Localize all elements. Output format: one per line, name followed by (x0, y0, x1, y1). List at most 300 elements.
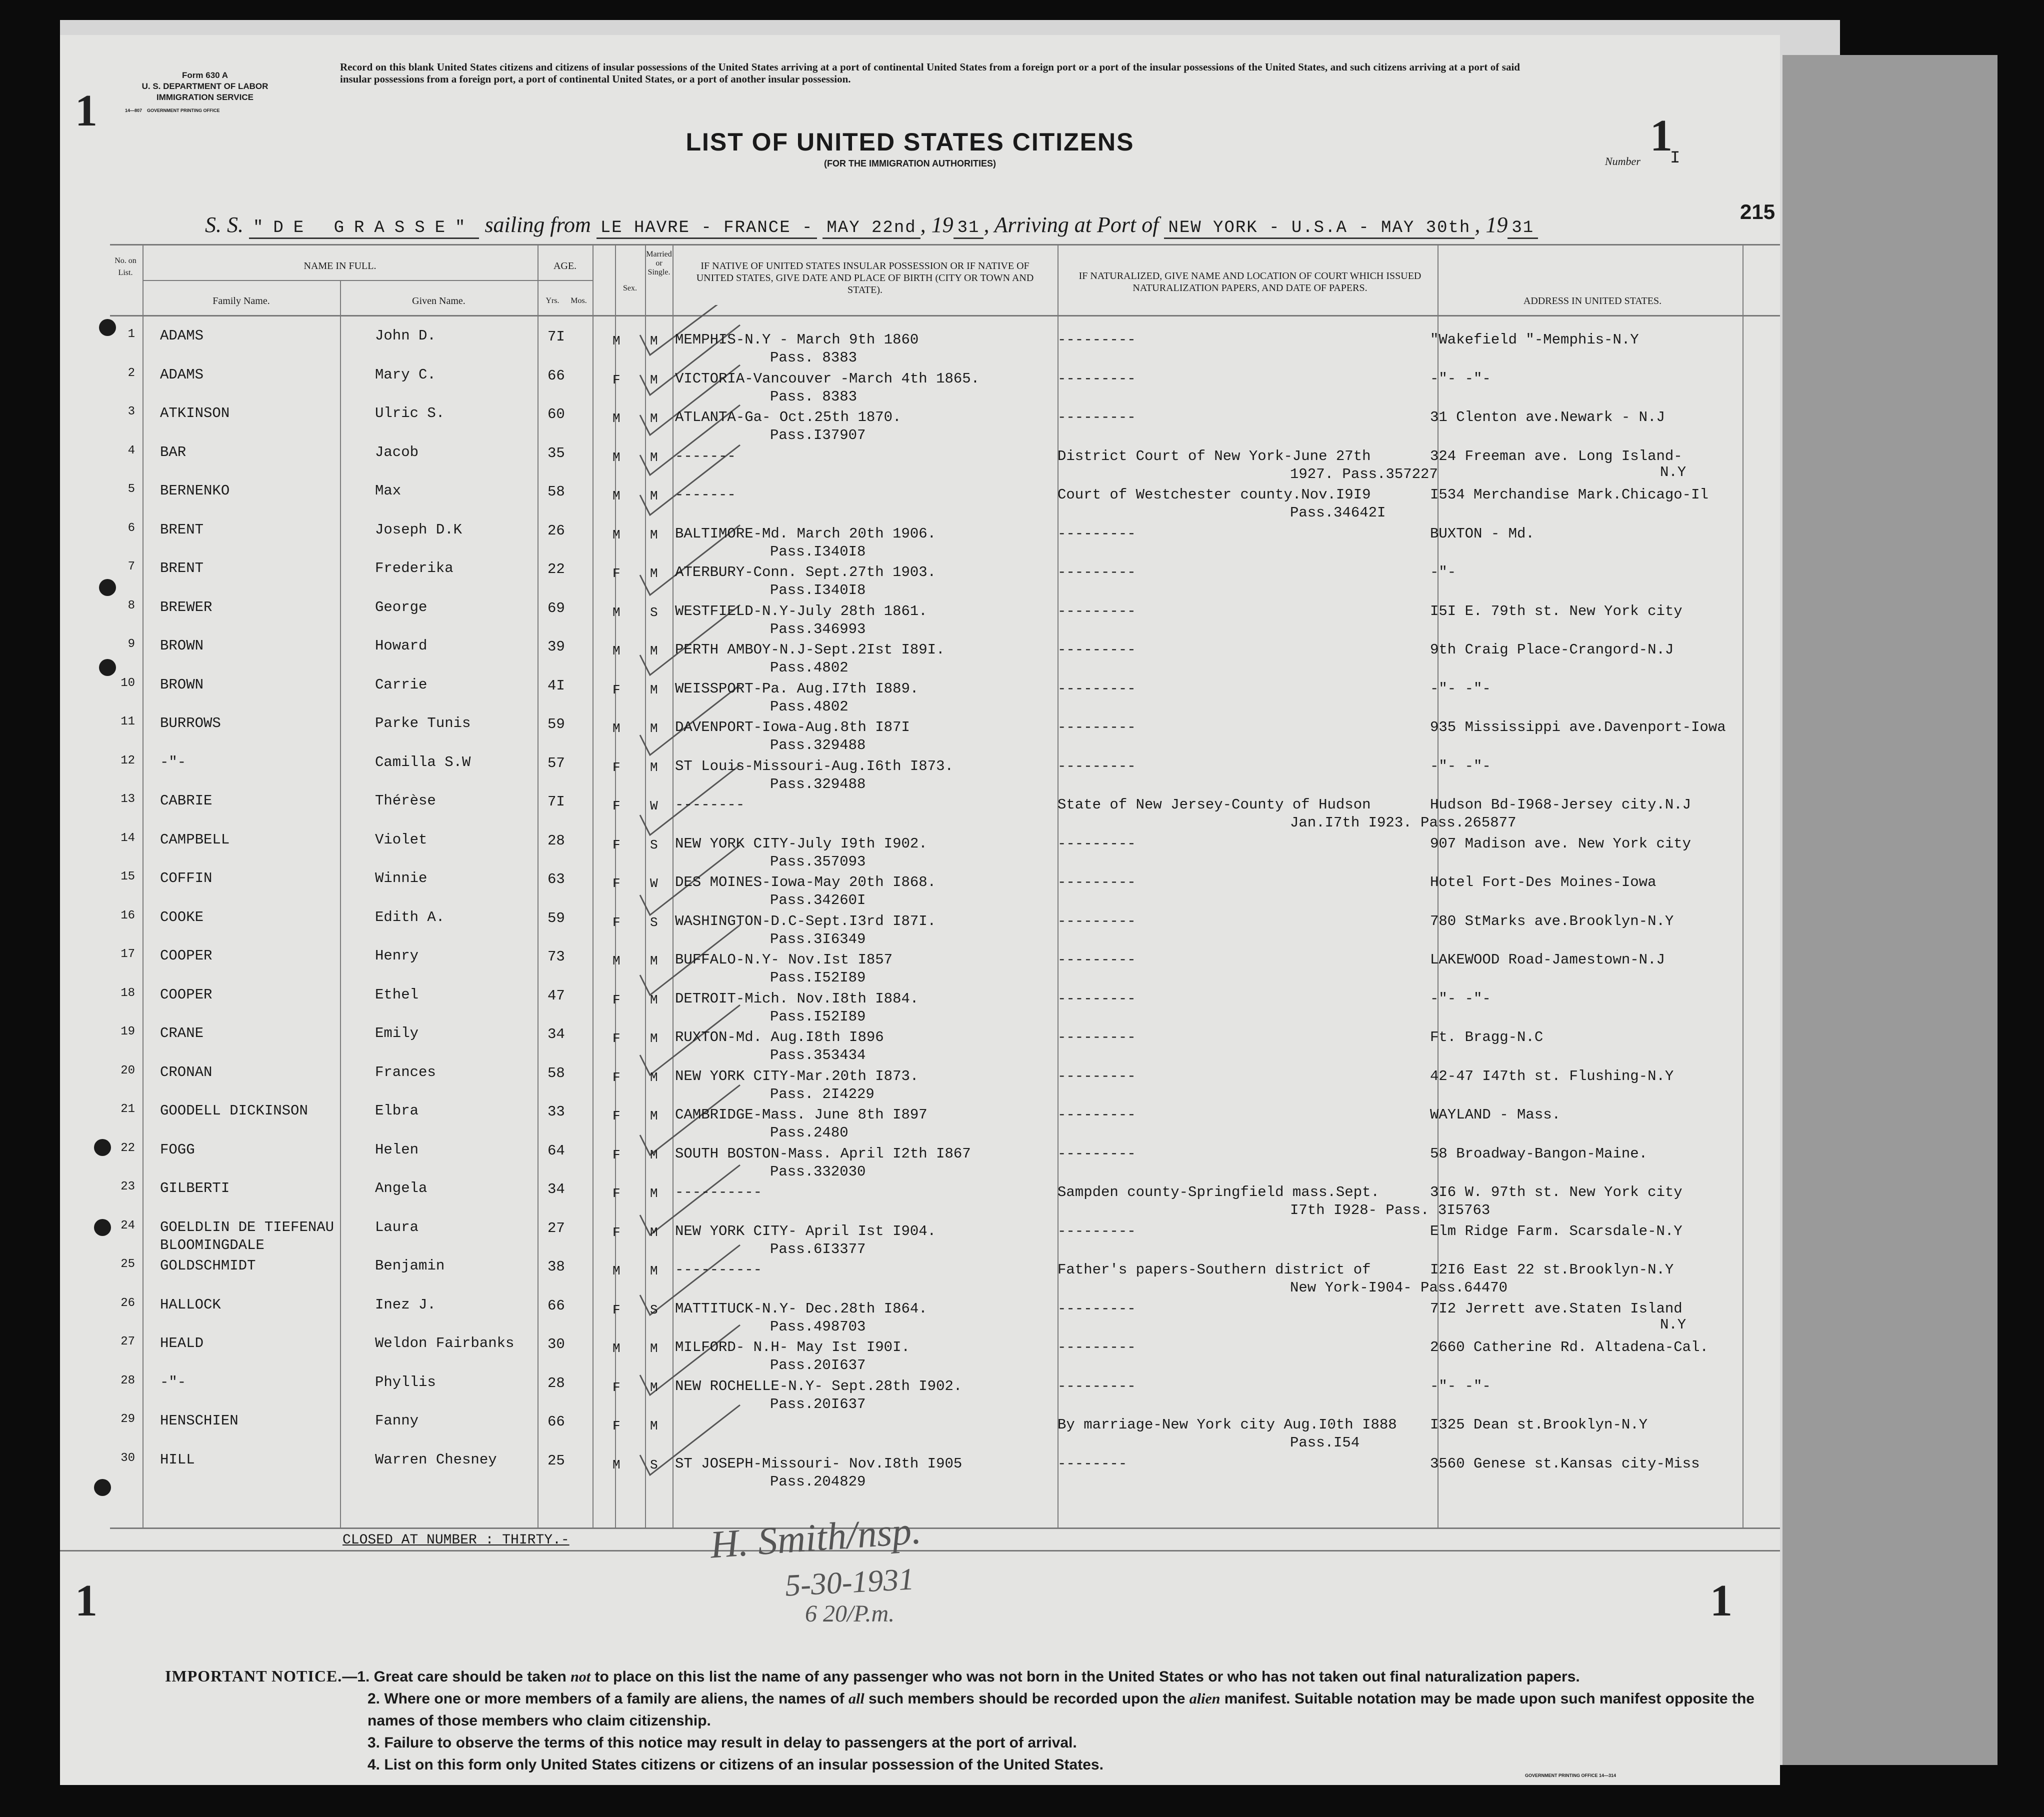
number-label: Number (1605, 155, 1640, 168)
family-name-cell: ATKINSON (160, 405, 230, 422)
marital-cell: M (650, 1031, 658, 1046)
birth-cell: ATERBURY-Conn. Sept.27th 1903. (675, 564, 936, 580)
passport-cell: Pass.4802 (770, 660, 848, 676)
birth-cell: NEW YORK CITY- April Ist I904. (675, 1222, 936, 1240)
given-name-cell: Jacob (375, 444, 419, 460)
naturalization-cell: State of New Jersey-County of Hudson (1058, 796, 1371, 813)
print-info: 14—807 GOVERNMENT PRINTING OFFICE (125, 108, 220, 113)
sex-cell: M (612, 1264, 620, 1278)
naturalization-cell: --------- (1058, 1378, 1136, 1394)
list-number-cell: 29 (120, 1412, 135, 1426)
given-name-cell: Benjamin (375, 1258, 445, 1274)
passport-cell: Pass.I52I89 (770, 970, 866, 986)
birth-cell: DAVENPORT-Iowa-Aug.8th I87I (675, 719, 910, 736)
sex-cell: F (612, 1302, 620, 1318)
sex-cell: F (612, 1070, 620, 1085)
family-name-cell: COOPER (160, 986, 212, 1003)
marital-cell: M (650, 1186, 658, 1201)
age-cell: 47 (548, 987, 565, 1004)
address-cell: -"- -"- (1430, 758, 1491, 774)
family-name-cell: GOLDSCHMIDT (160, 1258, 256, 1274)
port-from: LE HAVRE - FRANCE - (596, 218, 818, 239)
age-cell: 27 (548, 1220, 565, 1236)
family-name-cell: HENSCHIEN (160, 1412, 238, 1429)
closed-at-number: CLOSED AT NUMBER : THIRTY.- (342, 1532, 570, 1548)
header-sex: Sex. (623, 284, 637, 292)
marital-cell: W (650, 876, 658, 891)
table-row (60, 909, 1780, 948)
marital-cell: M (650, 411, 658, 426)
sex-cell: F (612, 1108, 620, 1124)
birth-cell: -------- (675, 796, 745, 813)
list-number-cell: 18 (120, 986, 135, 1000)
given-name-cell: Inez J. (375, 1296, 436, 1313)
age-cell: 58 (548, 484, 565, 500)
age-cell: 34 (548, 1181, 565, 1198)
header-birth: IF NATIVE OF UNITED STATES INSULAR POSSESSION OR IF NATIVE OF UNITED STATES, GIVE DATE AND PLACE OF BIRTH (CITY OR TOWN AND STATE). (696, 260, 1034, 296)
age-cell: 28 (548, 832, 565, 849)
address-cell: I5I E. 79th st. New York city (1430, 602, 1682, 620)
sex-cell: M (612, 488, 620, 504)
address-cell: 907 Madison ave. New York city (1430, 835, 1692, 852)
given-name-cell: Carrie (375, 676, 428, 693)
sex-cell: F (612, 682, 620, 698)
list-number-cell: 9 (128, 638, 135, 651)
page-subtitle: (FOR THE IMMIGRATION AUTHORITIES) (824, 158, 996, 168)
age-cell: 22 (548, 561, 565, 578)
table-row (60, 560, 1780, 599)
family-name-cell: GOELDLIN DE TIEFENAU (160, 1218, 334, 1236)
header-name-in-full: NAME IN FULL. (304, 260, 376, 272)
department: U. S. DEPARTMENT OF LABOR (142, 82, 268, 91)
age-cell: 4I (548, 677, 565, 694)
list-number-cell: 1 (128, 328, 135, 341)
form-number: Form 630 A (182, 70, 228, 80)
age-cell: 59 (548, 910, 565, 926)
birth-cell: RUXTON-Md. Aug.I8th I896 (675, 1029, 884, 1046)
passport-cell: Pass.357093 (770, 853, 866, 870)
header-mos: Mos. (570, 296, 587, 305)
marital-cell: M (650, 527, 658, 542)
naturalization-cell: --------- (1058, 990, 1136, 1007)
age-cell: 66 (548, 1414, 565, 1430)
age-cell: 73 (548, 948, 565, 965)
date-from: MAY 22nd (822, 218, 920, 239)
sex-cell: F (612, 992, 620, 1008)
sex-cell: F (612, 760, 620, 775)
list-number-cell: 25 (120, 1258, 135, 1271)
naturalization-cell: --------- (1058, 525, 1136, 542)
passport-cell: Pass.353434 (770, 1047, 866, 1064)
birth-cell: WEISSPORT-Pa. Aug.I7th I889. (675, 680, 919, 697)
marital-cell: M (650, 566, 658, 581)
sex-cell: F (612, 1224, 620, 1240)
sex-cell: M (612, 954, 620, 968)
birth-cell: BALTIMORE-Md. March 20th 1906. (675, 525, 936, 542)
sex-cell: M (612, 721, 620, 736)
table-row (60, 676, 1780, 716)
address-cell: Hotel Fort-Des Moines-Iowa (1430, 874, 1656, 890)
table-row (60, 832, 1780, 870)
table-row (60, 366, 1780, 406)
corner-mark: 1 (1710, 1576, 1732, 1626)
sex-cell: M (612, 334, 620, 348)
table-row (60, 1374, 1780, 1413)
table-row (60, 328, 1780, 366)
list-number-cell: 30 (120, 1451, 135, 1465)
sex-cell: M (612, 604, 620, 620)
address-cell: 7I2 Jerrett ave.Staten Island (1430, 1300, 1682, 1317)
sex-cell: F (612, 914, 620, 930)
naturalization-cell: --------- (1058, 1029, 1136, 1046)
address-cell: 2660 Catherine Rd. Altadena-Cal. (1430, 1339, 1708, 1356)
naturalization-pass-cell: Jan.I7th I923. Pass.265877 (1290, 814, 1516, 831)
birth-cell: DES MOINES-Iowa-May 20th I868. (675, 874, 936, 890)
address-cell: -"- -"- (1430, 1378, 1491, 1394)
family-name-cell: BAR (160, 444, 186, 460)
naturalization-cell: --------- (1058, 1106, 1136, 1123)
address-cont-cell: N.Y (1660, 464, 1686, 480)
notice-heading: IMPORTANT NOTICE. (165, 1667, 342, 1685)
marital-cell: M (650, 644, 658, 658)
naturalization-pass-cell: New York-I904- Pass.64470 (1290, 1280, 1508, 1296)
list-number-cell: 22 (120, 1141, 135, 1155)
marital-cell: S (650, 1457, 658, 1472)
family-name-cell: BREWER (160, 598, 212, 616)
naturalization-cell: --------- (1058, 1339, 1136, 1356)
passport-cell: Pass.3I6349 (770, 930, 866, 948)
birth-cell: WESTFIELD-N.Y-July 28th 1861. (675, 602, 928, 620)
table-row (60, 792, 1780, 832)
address-cell: LAKEWOOD Road-Jamestown-N.J (1430, 952, 1665, 968)
age-cell: 64 (548, 1142, 565, 1159)
address-cell: 3I6 W. 97th st. New York city (1430, 1184, 1682, 1200)
table-row (60, 482, 1780, 522)
back-page (1780, 55, 1998, 1765)
family-name-cell: BROWN (160, 676, 204, 693)
passport-cell: Pass.204829 (770, 1473, 866, 1490)
header-age: AGE. (553, 260, 577, 272)
address-cell: I2I6 East 22 st.Brooklyn-N.Y (1430, 1262, 1674, 1278)
list-number-cell: 3 (128, 405, 135, 418)
marital-cell: M (650, 1380, 658, 1395)
passport-cell: Pass.346993 (770, 620, 866, 638)
naturalization-cell: --------- (1058, 758, 1136, 774)
birth-cell: ---------- (675, 1184, 762, 1200)
age-cell: 38 (548, 1258, 565, 1275)
sex-cell: F (612, 566, 620, 581)
age-cell: 34 (548, 1026, 565, 1042)
naturalization-cell: District Court of New York-June 27th (1058, 448, 1371, 464)
age-cell: 7I (548, 328, 565, 345)
family-name-cell: FOGG (160, 1141, 195, 1158)
list-number: I (1670, 149, 1680, 168)
age-cell: 35 (548, 444, 565, 462)
table-row (60, 715, 1780, 754)
family-name-cell: COOKE (160, 908, 204, 926)
header-divider (142, 280, 592, 281)
birth-cell: NEW YORK CITY-Mar.20th I873. (675, 1068, 919, 1084)
birth-cell: DETROIT-Mich. Nov.I8th I884. (675, 990, 919, 1007)
family-name-cell: BURROWS (160, 715, 221, 732)
passport-cell: Pass.332030 (770, 1163, 866, 1180)
list-number-cell: 24 (120, 1218, 135, 1232)
year-from: 31 (954, 218, 984, 239)
address-cell: "Wakefield "-Memphis-N.Y (1430, 332, 1639, 348)
table-row (60, 1335, 1780, 1374)
port-to: NEW YORK - U.S.A - MAY 30th (1164, 218, 1474, 239)
sex-cell: M (612, 644, 620, 658)
sex-cell: M (612, 411, 620, 426)
passport-cell: Pass.20I637 (770, 1357, 866, 1374)
sex-cell: F (612, 876, 620, 891)
given-name-cell: Phyllis (375, 1374, 436, 1390)
sex-cell: F (612, 1186, 620, 1201)
address-cell: I534 Merchandise Mark.Chicago-Il (1430, 486, 1708, 503)
list-number-cell: 4 (128, 444, 135, 458)
naturalization-cell: --------- (1058, 370, 1136, 387)
marital-cell: M (650, 1418, 658, 1434)
family-name-cell: -"- (160, 1374, 186, 1390)
marital-cell: M (650, 721, 658, 736)
header-married: Married or Single. (646, 250, 672, 276)
address-cell: Hudson Bd-I968-Jersey city.N.J (1430, 796, 1692, 813)
family-name-cell: COFFIN (160, 870, 212, 886)
manifest-sheet (60, 35, 1780, 1785)
passport-cell: Pass.329488 (770, 737, 866, 754)
header-yrs: Yrs. (546, 296, 560, 305)
naturalization-cell: --------- (1058, 835, 1136, 852)
given-name-cell: Frances (375, 1064, 436, 1080)
given-name-cell: Howard (375, 638, 428, 654)
birth-cell: PERTH AMBOY-N.J-Sept.2Ist I89I. (675, 642, 945, 658)
naturalization-cell: --------- (1058, 719, 1136, 736)
list-number-cell: 15 (120, 870, 135, 884)
naturalization-cell: Court of Westchester county.Nov.I9I9 (1058, 486, 1371, 503)
record-instructions: Record on this blank United States citizens and citizens of insular possessions of the United States arriving at a port of continental United States from a foreign port or a port of the insular possessions of the United States, and such citizens arriving at a port of said insular possessions from a foreign port, a port of continental United States, or a port of another insular possession. (340, 61, 1520, 85)
address-cell: BUXTON - Md. (1430, 525, 1534, 542)
family-name-cont-cell: BLOOMINGDALE (160, 1236, 264, 1254)
birth-cell: ST Louis-Missouri-Aug.I6th I873. (675, 758, 954, 774)
marital-cell: S (650, 604, 658, 620)
marital-cell: M (650, 372, 658, 388)
header-family: Family Name. (212, 296, 270, 306)
naturalization-pass-cell: Pass.I54 (1290, 1434, 1360, 1451)
given-name-cell: Frederika (375, 560, 454, 576)
family-name-cell: HILL (160, 1451, 195, 1468)
given-name-cell: Thérèse (375, 792, 436, 809)
table-row (60, 444, 1780, 483)
sex-cell: F (612, 1031, 620, 1046)
naturalization-pass-cell: Pass.34642I (1290, 504, 1386, 521)
passport-cell: Pass.6I3377 (770, 1240, 866, 1258)
passport-cell: Pass.34260I (770, 892, 866, 908)
given-name-cell: Max (375, 482, 402, 499)
given-name-cell: Mary C. (375, 366, 436, 383)
year-to: 31 (1508, 218, 1538, 239)
given-name-cell: John D. (375, 328, 436, 344)
naturalization-cell: --------- (1058, 1068, 1136, 1084)
sex-cell: F (612, 798, 620, 814)
birth-cell: NEW YORK CITY-July I9th I902. (675, 835, 928, 852)
table-row (60, 1142, 1780, 1180)
header-given: Given Name. (412, 296, 466, 306)
age-cell: 7I (548, 794, 565, 810)
address-cell: WAYLAND - Mass. (1430, 1106, 1561, 1123)
age-cell: 26 (548, 522, 565, 539)
passport-cell: Pass.I52I89 (770, 1008, 866, 1025)
family-name-cell: COOPER (160, 948, 212, 964)
sex-cell: F (612, 837, 620, 852)
corner-mark: 1 (1650, 111, 1672, 160)
birth-cell: NEW ROCHELLE-N.Y- Sept.28th I902. (675, 1378, 962, 1394)
birth-cell: ---------- (675, 1262, 762, 1278)
birth-cell: WASHINGTON-D.C-Sept.I3rd I87I. (675, 912, 936, 930)
list-number-cell: 20 (120, 1064, 135, 1078)
inspector-signature: H. Smith/nsp. (708, 1508, 923, 1566)
header-address: ADDRESS IN UNITED STATES. (1523, 296, 1662, 306)
passport-cell: Pass.20I637 (770, 1396, 866, 1412)
marital-cell: M (650, 1264, 658, 1278)
birth-cell: ATLANTA-Ga- Oct.25th 1870. (675, 409, 902, 426)
marital-cell: M (650, 1147, 658, 1162)
given-name-cell: Ethel (375, 986, 419, 1003)
birth-cell: CAMBRIDGE-Mass. June 8th I897 (675, 1106, 928, 1123)
age-cell: 28 (548, 1374, 565, 1392)
sex-cell: M (612, 527, 620, 542)
gpo-mark: GOVERNMENT PRINTING OFFICE 14—314 (1525, 1773, 1616, 1778)
table-border (110, 244, 1780, 246)
page-stamp: 215 (1740, 200, 1776, 224)
naturalization-cell: By marriage-New York city Aug.I0th I888 (1058, 1416, 1397, 1433)
address-cell: 31 Clenton ave.Newark - N.J (1430, 409, 1665, 426)
table-row (60, 948, 1780, 986)
marital-cell: S (650, 914, 658, 930)
table-row (60, 522, 1780, 560)
given-name-cell: Parke Tunis (375, 715, 471, 732)
given-name-cell: Helen (375, 1141, 419, 1158)
given-name-cell: George (375, 598, 428, 616)
sex-cell: F (612, 1418, 620, 1434)
marital-cell: M (650, 488, 658, 504)
list-number-cell: 19 (120, 1025, 135, 1038)
list-number-cell: 2 (128, 366, 135, 380)
family-name-cell: CABRIE (160, 792, 212, 809)
given-name-cell: Henry (375, 948, 419, 964)
notice-item-3: 3. Failure to observe the terms of this notice may result in delay to passengers at the port of arrival. (368, 1734, 1077, 1751)
family-name-cell: CRANE (160, 1025, 204, 1042)
table-border (110, 1528, 1780, 1529)
table-row (60, 754, 1780, 793)
list-number-cell: 26 (120, 1296, 135, 1310)
list-number-cell: 14 (120, 831, 135, 845)
passport-cell: Pass.329488 (770, 776, 866, 792)
age-cell: 66 (548, 1297, 565, 1314)
given-name-cell: Weldon Fairbanks (375, 1335, 514, 1352)
marital-cell: M (650, 682, 658, 698)
family-name-cell: -"- (160, 754, 186, 770)
family-name-cell: BERNENKO (160, 482, 230, 499)
address-cell: 42-47 I47th st. Flushing-N.Y (1430, 1068, 1674, 1084)
age-cell: 60 (548, 406, 565, 422)
passport-cell: Pass.2480 (770, 1124, 848, 1141)
form-id (125, 70, 285, 116)
passport-cell: Pass.I340I8 (770, 582, 866, 598)
given-name-cell: Elbra (375, 1102, 419, 1119)
family-name-cell: GILBERTI (160, 1180, 230, 1196)
marital-cell: M (650, 1108, 658, 1124)
passport-cell: Pass. 2I4229 (770, 1086, 874, 1102)
important-notice: IMPORTANT NOTICE.—1. Great care should be taken not to place on this list the name of any passenger who was not born in the United States or who has not taken out final naturalization papers. 2. Where one or more members of a family are aliens, the names of all such members should be recorded upon the alien manifest. Suitable notation may be made upon such manifest opposite the names of those members who claim citizenship. 3. Failure to observe the terms of this notice may result in delay to passengers at the port of arrival. 4. List on this form only United States citizens or citizens of an insular possession of the United States. (165, 1665, 1790, 1776)
passport-cell: Pass.498703 (770, 1318, 866, 1335)
table-row (60, 1219, 1780, 1258)
birth-cell: ST JOSEPH-Missouri- Nov.I8th I905 (675, 1455, 962, 1472)
family-name-cell: GOODELL DICKINSON (160, 1102, 308, 1119)
age-cell: 66 (548, 367, 565, 384)
sex-cell: F (612, 1147, 620, 1162)
list-number-cell: 21 (120, 1102, 135, 1116)
naturalization-cell: --------- (1058, 409, 1136, 426)
table-row (60, 870, 1780, 909)
voyage-line (205, 212, 1538, 238)
header-naturalized: IF NATURALIZED, GIVE NAME AND LOCATION OF COURT WHICH ISSUED NATURALIZATION PAPERS, AND DATE OF PAPERS. (1078, 270, 1422, 294)
sex-cell: M (612, 450, 620, 465)
list-number-cell: 5 (128, 482, 135, 496)
address-cell: 324 Freeman ave. Long Island- (1430, 448, 1682, 464)
marital-cell: M (650, 1224, 658, 1240)
given-name-cell: Edith A. (375, 908, 445, 926)
table-row (60, 1412, 1780, 1452)
sailing-label: sailing from (484, 212, 591, 237)
given-name-cell: Ulric S. (375, 405, 445, 422)
address-cell: 3560 Genese st.Kansas city-Miss (1430, 1455, 1700, 1472)
table-row (60, 1296, 1780, 1336)
marital-cell: M (650, 450, 658, 465)
marital-cell: M (650, 1070, 658, 1085)
family-name-cell: BRENT (160, 521, 204, 538)
address-cell: -"- (1430, 564, 1456, 580)
birth-cell: MATTITUCK-N.Y- Dec.28th I864. (675, 1300, 928, 1317)
passport-cell: Pass. 8383 (770, 350, 858, 366)
address-cell: 9th Craig Place-Crangord-N.J (1430, 642, 1674, 658)
naturalization-cell: --------- (1058, 602, 1136, 620)
naturalization-cell: -------- (1058, 1455, 1128, 1472)
age-cell: 25 (548, 1452, 565, 1469)
list-number-cell: 7 (128, 560, 135, 574)
naturalization-cell: --------- (1058, 332, 1136, 348)
family-name-cell: BRENT (160, 560, 204, 576)
given-name-cell: Angela (375, 1180, 428, 1196)
naturalization-cell: --------- (1058, 1145, 1136, 1162)
ss-label: S. S. (205, 212, 244, 237)
address-cell: 780 StMarks ave.Brooklyn-N.Y (1430, 912, 1674, 930)
sex-cell: M (612, 1457, 620, 1472)
given-name-cell: Laura (375, 1218, 419, 1236)
page-title: LIST OF UNITED STATES CITIZENS (686, 128, 1134, 156)
family-name-cell: BROWN (160, 638, 204, 654)
given-name-cell: Camilla S.W (375, 754, 471, 770)
ship-name: "DE GRASSE" (249, 218, 479, 239)
given-name-cell: Emily (375, 1025, 419, 1042)
table-row (60, 405, 1780, 444)
birth-cell: MILFORD- N.H- May Ist I90I. (675, 1339, 910, 1356)
given-name-cell: Violet (375, 831, 428, 848)
naturalization-cell: --------- (1058, 642, 1136, 658)
marital-cell: M (650, 760, 658, 775)
family-name-cell: HALLOCK (160, 1296, 221, 1313)
address-cell: Ft. Bragg-N.C (1430, 1029, 1544, 1046)
naturalization-pass-cell: I7th I928- Pass. 3I5763 (1290, 1202, 1490, 1218)
